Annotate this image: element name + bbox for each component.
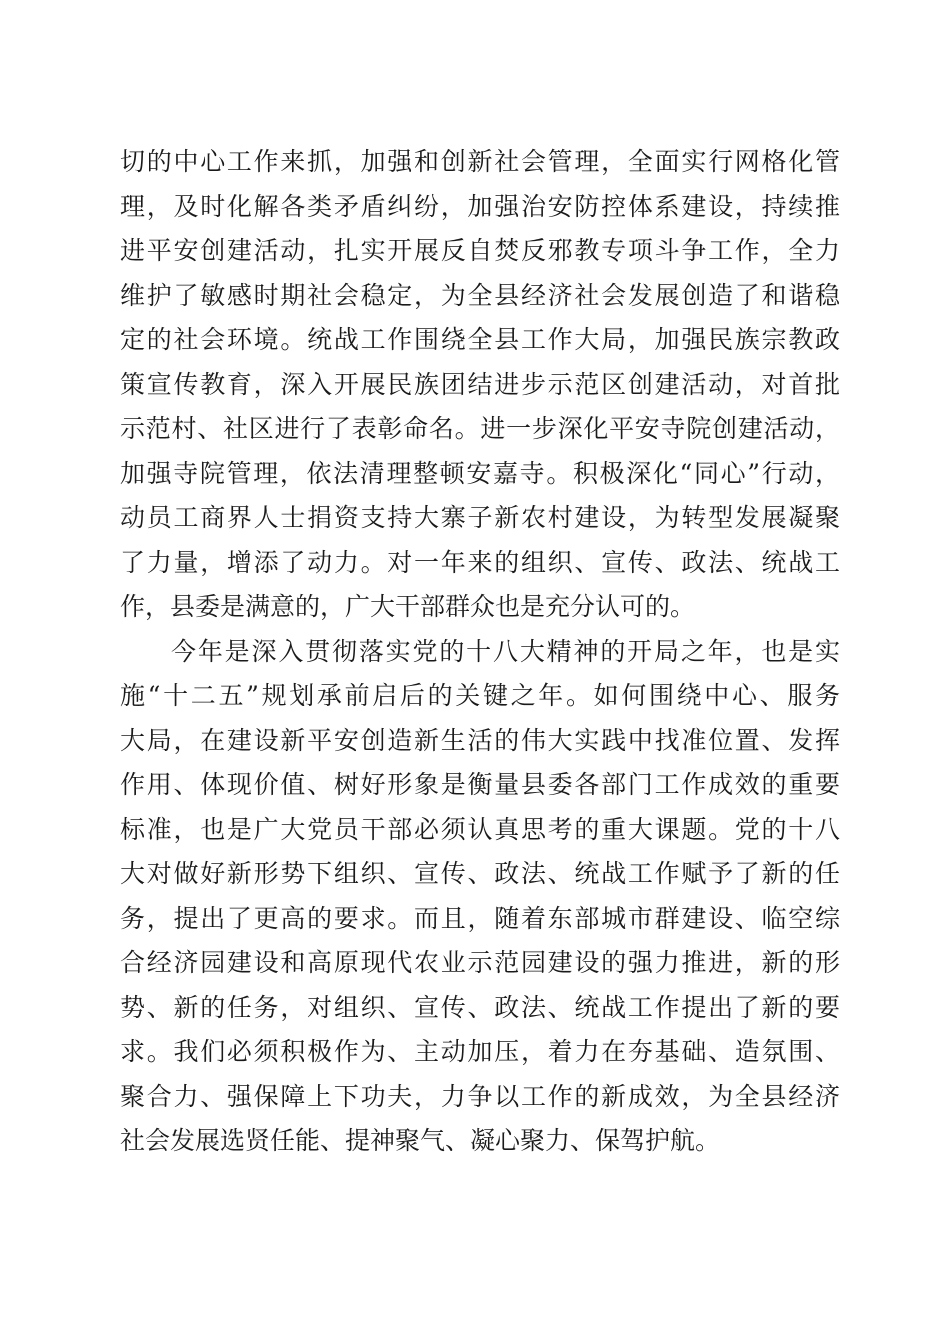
paragraph-line: 作用、体现价值、树好形象是衡量县委各部门工作成效的重要 bbox=[120, 770, 840, 799]
paragraph-line: 大局，在建设新平安创造新生活的伟大实践中找准位置、发挥 bbox=[120, 725, 840, 755]
paragraph-line: 大对做好新形势下组织、宣传、政法、统战工作赋予了新的任 bbox=[120, 859, 840, 888]
paragraph-line: 务，提出了更高的要求。而且，随着东部城市群建设、临空综 bbox=[120, 903, 840, 933]
paragraph-line: 聚合力、强保障上下功夫，力争以工作的新成效，为全县经济 bbox=[120, 1081, 840, 1111]
paragraph-line: 社会发展选贤任能、提神聚气、凝心聚力、保驾护航。 bbox=[120, 1126, 721, 1155]
paragraph-line: 施“十二五”规划承前启后的关键之年。如何围绕中心、服务 bbox=[120, 681, 840, 710]
paragraph-1 bbox=[120, 140, 840, 630]
paragraph-line: 策宣传教育，深入开展民族团结进步示范区创建活动，对首批 bbox=[120, 369, 840, 399]
paragraph-line: 标准，也是广大党员干部必须认真思考的重大课题。党的十八 bbox=[120, 814, 840, 844]
paragraph-line: 进平安创建活动，扎实开展反自焚反邪教专项斗争工作，全力 bbox=[120, 236, 840, 265]
paragraph-line: 切的中心工作来抓，加强和创新社会管理，全面实行网格化管 bbox=[120, 147, 840, 176]
paragraph-line: 理，及时化解各类矛盾纠纷，加强治安防控体系建设，持续推 bbox=[120, 191, 840, 221]
paragraph-2 bbox=[120, 630, 840, 1164]
paragraph-line: 了力量，增添了动力。对一年来的组织、宣传、政法、统战工 bbox=[120, 547, 840, 577]
paragraph-line: 定的社会环境。统战工作围绕全县工作大局，加强民族宗教政 bbox=[120, 325, 840, 354]
paragraph-line: 势、新的任务，对组织、宣传、政法、统战工作提出了新的要 bbox=[120, 992, 840, 1022]
paragraph-line: 示范村、社区进行了表彰命名。进一步深化平安寺院创建活动， bbox=[120, 414, 840, 443]
paragraph-line: 今年是深入贯彻落实党的十八大精神的开局之年，也是实 bbox=[171, 636, 840, 666]
paragraph-line: 求。我们必须积极作为、主动加压，着力在夯基础、造氛围、 bbox=[120, 1037, 840, 1066]
paragraph-line: 维护了敏感时期社会稳定，为全县经济社会发展创造了和谐稳 bbox=[120, 280, 840, 310]
paragraph-line: 加强寺院管理，依法清理整顿安嘉寺。积极深化“同心”行动， bbox=[120, 458, 840, 488]
paragraph-line: 动员工商界人士捐资支持大寨子新农村建设，为转型发展凝聚 bbox=[120, 503, 840, 532]
body-text bbox=[120, 140, 840, 1164]
paragraph-line: 合经济园建设和高原现代农业示范园建设的强力推进，新的形 bbox=[120, 948, 840, 977]
paragraph-line: 作，县委是满意的，广大干部群众也是充分认可的。 bbox=[120, 592, 696, 621]
